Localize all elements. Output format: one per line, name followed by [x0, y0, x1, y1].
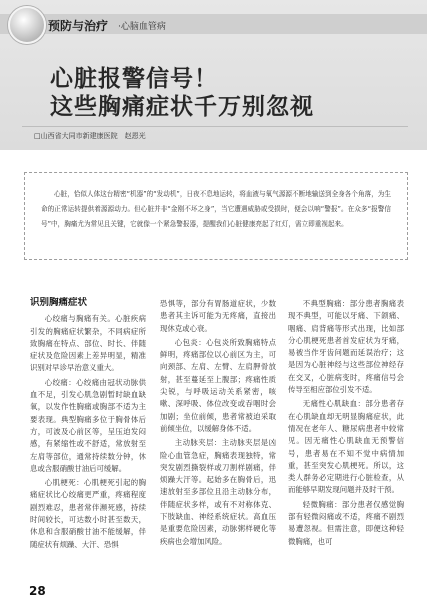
- section-label: 预防与治疗: [48, 19, 109, 33]
- article-title-line1: 心脏报警信号！: [50, 66, 218, 92]
- column-2: [160, 298, 276, 568]
- title-divider: [22, 126, 408, 127]
- subsection-label: ·心脑血管病: [118, 22, 166, 32]
- article-title-line2: 这些胸痛症状千万别忽视: [50, 94, 314, 120]
- paragraph: 不典型胸痛：部分患者胸痛表现不典型，可能以牙痛、下颌痛、咽痛、肩背痛等形式出现，比如部分心肌梗死患者首发症状为牙痛，易被当作牙齿问题而延误治疗；这是因为心脏神经与这些部位神经存在交叉，心脏病变时，疼痛信号会传导至相应部位引发不适。: [288, 299, 404, 395]
- paragraph: 无痛性心肌缺血：部分患者存在心肌缺血却无明显胸痛症状，此情况在老年人、糖尿病患者中较常见。因无痛性心肌缺血无预警信号，患者易在不知不觉中病情加重，甚至突发心肌梗死。所以，这类人群务必定期进行心脏检查，从而能够早期发现问题并及时干预。: [288, 399, 404, 495]
- paragraph: 心绞痛：心绞痛由冠状动脉供血不足，引发心肌急剧暂时缺血缺氧，以发作性胸痛或胸部不适为主要表现。典型胸痛多位于胸骨体后方，可波及心前区等，呈压迫发闷感，有紧缩性或不舒适，常放射至左肩等部位，通常持续数分钟，休息或含服硝酸甘油后可缓解。: [30, 377, 146, 473]
- column-1: [30, 297, 146, 567]
- page-number: 28: [29, 584, 46, 598]
- paragraph: 主动脉夹层：主动脉夹层是凶险心血管急症，胸痛表现独特，常突发剧烈撕裂样或刀割样剧痛，伴烦躁大汗等。起始多在胸骨后，迅速放射至多部位且沿主动脉分布，伴随症状多样，或有不对称体克、下肢缺血、神经系统症状。高血压是重要危险因素，动脉粥样硬化等疾病也会增加风险。: [160, 438, 276, 546]
- paragraph: 心包炎：心包炎所致胸痛特点鲜明，疼痛部位以心前区为主，可向颈部、左肩、左臂、左肩胛骨放射，甚至蔓延至上腹部；疼痛性质尖锐，与呼吸运动关系紧密，咳嗽、深呼吸、体位改变或吞咽时会加剧；坐位前倾，患者常被迫采取前倾坐位，以缓解身体不适。: [160, 337, 276, 433]
- paragraph: 恐惧等，部分有胃肠道症状，少数患者其主诉可能为无疼痛，直接出现休克或心衰。: [160, 299, 276, 333]
- column-3: [288, 298, 404, 568]
- intro-paragraph: 心脏，恰似人体这台精密“机器”的“发动机”，日夜不息地运转，将血液与氧气源源不断地输送到全身各个角落，为生命的正常运转提供着源源动力。但心脏并非“金刚不坏之身”，当它遭遇威胁或受损时，便会以响“警报”。在众多“报警信号”中，胸痛尤为常见且关键，它就像一个紧急警报器，提醒我们心脏健康亮起了红灯，需立即重视起来。: [24, 172, 408, 260]
- paragraph: 心绞痛与胸痛有关。心脏疾病引发的胸痛症状繁杂，不同病症所致胸痛在特点、部位、时长、伴随症状及危险因素上差异明显，精准识别对早诊早治意义重大。: [30, 314, 146, 373]
- author-byline: □山西省大同市新建康医院 赵恩光: [34, 132, 146, 140]
- section-heading: 识别胸痛症状: [30, 297, 88, 308]
- paragraph: 轻微胸痛：部分患者仅感觉胸部有轻微闷痛或不适，疼痛不剧烈易遭忽视。但需注意，即便这种轻微胸痛，也可: [288, 499, 404, 546]
- paragraph: 心肌梗死：心肌梗死引起的胸痛症状比心绞痛更严重，疼痛程度剧烈难忍，患者常伴濒死感，持续时间较长，可达数小时甚至数天，休息和含服硝酸甘油不能缓解，伴随症状有烦躁、大汗、恐惧: [30, 478, 146, 549]
- section-emblem-icon: [8, 6, 46, 44]
